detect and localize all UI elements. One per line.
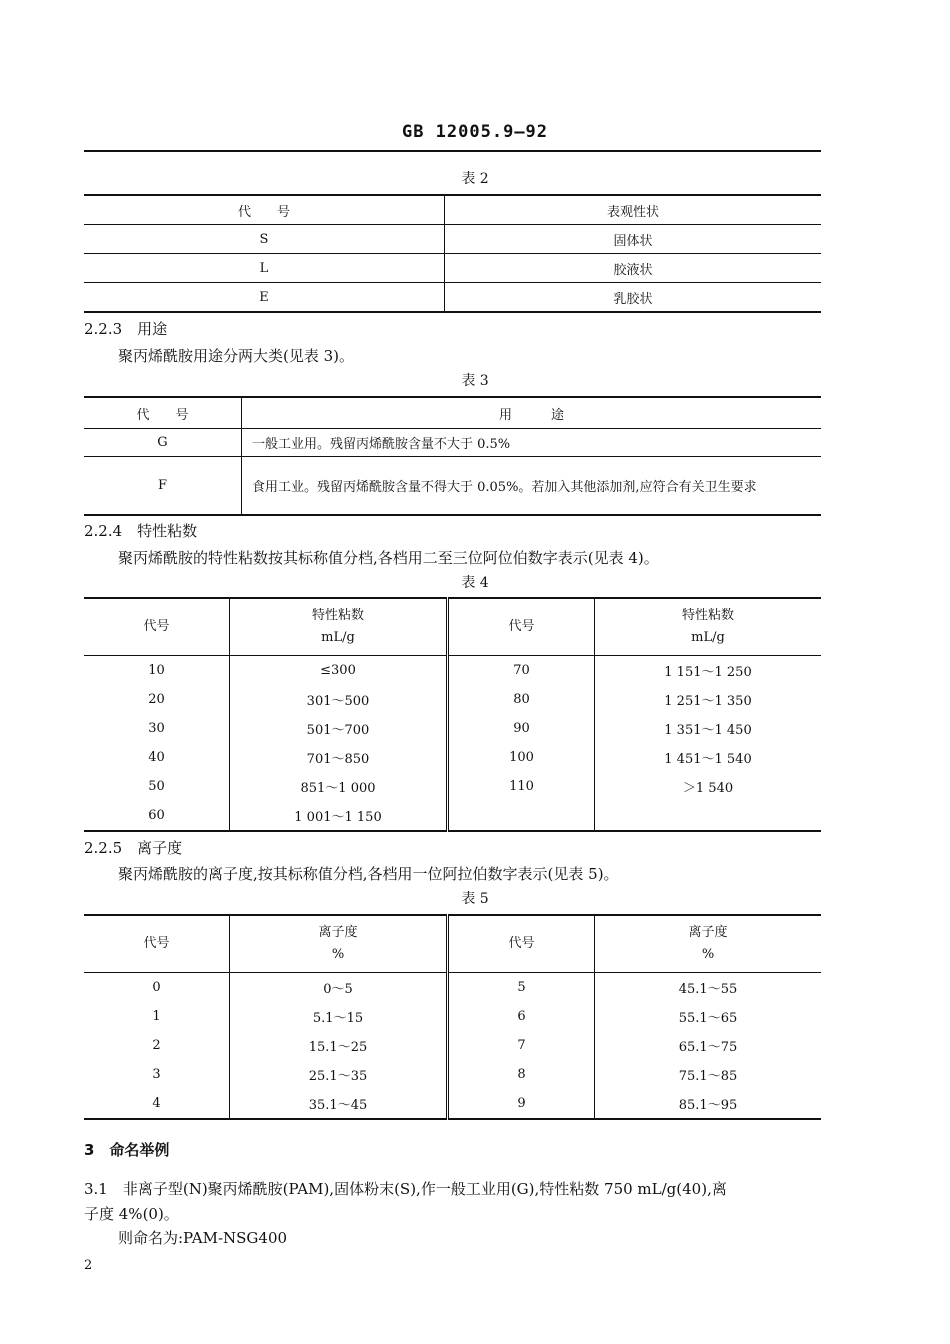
section-2-2-4-text: 聚丙烯酰胺的特性粘数按其标称值分档,各档用二至三位阿位伯数字表示(见表 4)。 (118, 549, 659, 567)
table4-cell: 40 (84, 743, 230, 772)
table-row (84, 1089, 821, 1119)
table-row (84, 1060, 821, 1089)
section-2-2-3-heading: 2.2.3 用途 (84, 320, 168, 338)
table5-header-value (230, 915, 448, 973)
table4-cell: 1 451～1 540 (664, 752, 752, 767)
table4-cell: 1 351～1 450 (664, 723, 752, 738)
table5 (84, 914, 821, 1120)
table4-cell: 1 151～1 250 (664, 665, 752, 680)
table4-cell: 20 (84, 685, 230, 714)
table-row (84, 429, 821, 457)
table4-cell: 70 (448, 656, 595, 686)
table5-cell: 0 (84, 973, 230, 1003)
table5-cell: 85.1～95 (595, 1089, 822, 1119)
table5-cell: 0～5 (230, 973, 448, 1003)
table2-cell: 固体状 (445, 225, 822, 254)
table-row (84, 1031, 821, 1060)
table4-header-value-2-line2: mL/g (691, 630, 725, 645)
table4-cell: 10 (84, 656, 230, 686)
table3-cell: G (84, 429, 242, 457)
table4-cell: 301～500 (230, 685, 448, 714)
table4-cell: ＞1 540 (682, 781, 734, 796)
table5-cell: 55.1～65 (678, 1011, 738, 1026)
table5-cell: 2 (84, 1031, 230, 1060)
table5-cell: 35.1～45 (230, 1089, 448, 1119)
table3-cell: 一般工业用。残留丙烯酰胺含量不大于 0.5% (242, 429, 822, 457)
table4-header-value-line2: mL/g (321, 630, 355, 645)
section-2-2-5-heading: 2.2.5 离子度 (84, 839, 183, 857)
table2-cell: E (84, 283, 445, 313)
table3-caption: 表 3 (461, 373, 489, 389)
table2-cell: L (84, 254, 445, 283)
table5-cell: 8 (448, 1060, 595, 1089)
table5-header-value-2-line1: 离子度 (688, 925, 728, 940)
table5-cell: 3 (84, 1060, 230, 1089)
table2-cell: 乳胶状 (445, 283, 822, 313)
section-2-2-4-heading: 2.2.4 特性粘数 (84, 522, 198, 540)
table3-header-usage: 用 途 (242, 397, 822, 429)
table-row (84, 254, 821, 283)
table4-header-code: 代号 (84, 598, 230, 656)
table4-cell (448, 801, 595, 831)
table-row (84, 1002, 821, 1031)
table4-cell (595, 801, 822, 831)
table4-header-value-2 (595, 598, 822, 656)
table3-header-code: 代 号 (84, 397, 242, 429)
table4-cell: 60 (84, 801, 230, 831)
table5-header-value-2 (595, 915, 822, 973)
section-2-2-5-text: 聚丙烯酰胺的离子度,按其标称值分档,各档用一位阿拉伯数字表示(见表 5)。 (118, 865, 619, 883)
table4-cell: 851～1 000 (230, 772, 448, 801)
table5-cell: 7 (448, 1031, 595, 1060)
table5-cell: 15.1～25 (230, 1031, 448, 1060)
table-row (84, 743, 821, 772)
table3 (84, 396, 821, 516)
section-3-1-line2: 子度 4%(0)。 (84, 1205, 179, 1223)
table3-cell: F (84, 457, 242, 516)
section-3-heading: 3 命名举例 (84, 1141, 170, 1159)
table2-header-code: 代 号 (84, 195, 445, 225)
table-row (84, 656, 821, 686)
table4-cell: 30 (84, 714, 230, 743)
table4-cell: 100 (448, 743, 595, 772)
table-row (84, 685, 821, 714)
table5-cell: 45.1～55 (678, 982, 738, 997)
table-row (84, 457, 821, 516)
table2-cell: 胶液状 (445, 254, 822, 283)
table5-cell: 75.1～85 (678, 1069, 738, 1084)
table5-header-value-line2: % (331, 947, 345, 962)
table5-header-code-2: 代号 (448, 915, 595, 973)
table5-cell: 5 (448, 973, 595, 1003)
table4-header-value-2-line1: 特性粘数 (681, 608, 734, 623)
table4-cell: 1 251～1 350 (664, 694, 752, 709)
section-2-2-3-text: 聚丙烯酰胺用途分两大类(见表 3)。 (118, 347, 355, 365)
table4-header-value-line1: 特性粘数 (311, 608, 364, 623)
table-row (84, 772, 821, 801)
page-number: 2 (84, 1258, 93, 1273)
table5-header-code: 代号 (84, 915, 230, 973)
table-row (84, 714, 821, 743)
table5-cell: 1 (84, 1002, 230, 1031)
header-rule (84, 150, 821, 152)
table2-caption: 表 2 (461, 171, 489, 187)
section-3-1-line1: 3.1 非离子型(N)聚丙烯酰胺(PAM),固体粉末(S),作一般工业用(G),特性粘数 750 mL/g(40),离 (84, 1180, 727, 1198)
table-row (84, 973, 821, 1003)
table5-cell: 4 (84, 1089, 230, 1119)
table4-header-code-2: 代号 (448, 598, 595, 656)
table4-header-value (230, 598, 448, 656)
table4-cell: 50 (84, 772, 230, 801)
table5-cell: 65.1～75 (678, 1040, 738, 1055)
table5-header-value-2-line2: % (701, 947, 715, 962)
table5-cell: 9 (448, 1089, 595, 1119)
table4-caption: 表 4 (461, 575, 489, 591)
section-3-1-line3: 则命名为:PAM-NSG400 (118, 1229, 288, 1247)
table5-cell: 5.1～15 (230, 1002, 448, 1031)
table-row (84, 801, 821, 831)
table4-cell: 701～850 (230, 743, 448, 772)
table5-cell: 25.1～35 (230, 1060, 448, 1089)
table2-header-appearance: 表观性状 (445, 195, 822, 225)
table5-cell: 6 (448, 1002, 595, 1031)
table2-cell: S (84, 225, 445, 254)
table4-cell: 80 (448, 685, 595, 714)
table-row (84, 225, 821, 254)
table4-cell: 501～700 (230, 714, 448, 743)
document-header: GB 12005.9—92 (401, 122, 549, 142)
table5-caption: 表 5 (461, 891, 489, 907)
table4-cell: 110 (448, 772, 595, 801)
table-row (84, 283, 821, 313)
table4 (84, 597, 821, 832)
table4-cell: 1 001～1 150 (230, 801, 448, 831)
table2 (84, 194, 821, 313)
table3-cell: 食用工业。残留丙烯酰胺含量不得大于 0.05%。若加入其他添加剂,应符合有关卫生要求 (242, 457, 822, 516)
table5-header-value-line1: 离子度 (318, 925, 358, 940)
table4-cell: 90 (448, 714, 595, 743)
table4-cell: ≤300 (230, 656, 448, 686)
